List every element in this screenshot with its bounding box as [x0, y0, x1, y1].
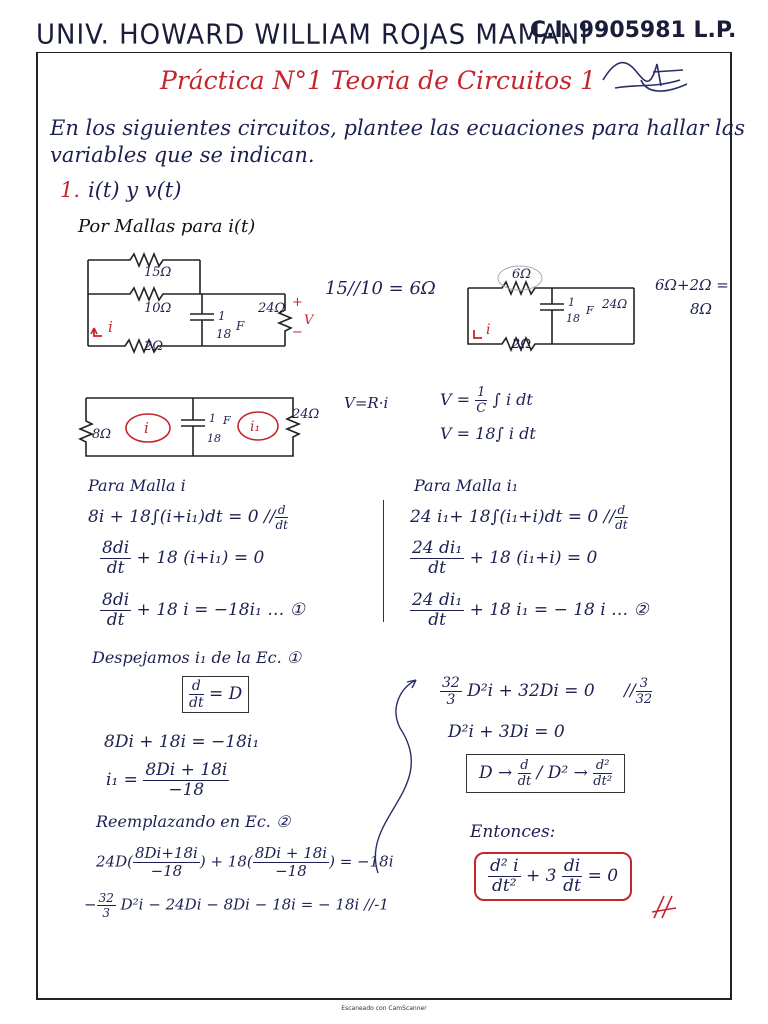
mesh-i1-eq1: 24 i₁+ 18∫(i₁+i)dt = 0 // $\frac{d}{dt}$	[410, 503, 628, 532]
circuit-1-cap-den: 18	[216, 327, 232, 341]
circuit-1-current: i	[108, 318, 113, 336]
solve-i1: i₁ = $\frac{8Di + 18i}{-18}$	[106, 760, 228, 800]
circuit-1-vminus: −	[292, 325, 303, 340]
problem-variables: i(t) y v(t)	[88, 178, 182, 202]
curved-arrow	[370, 668, 430, 878]
circuit-2-diagram	[462, 258, 642, 358]
circuit-3-cap-num: 1	[209, 412, 216, 425]
ohm-relation: V=R·i	[344, 394, 389, 412]
circuit-1-r4: 24Ω	[258, 301, 286, 316]
emphasis-marks	[650, 892, 680, 922]
circuit-3-cap-unit: F	[223, 414, 231, 427]
mesh-i1-eq3: $\frac{\text{24 di₁}}{dt}$ + 18 i₁ = − 18 i … ②	[412, 590, 649, 630]
circuit-3-cap-den: 18	[207, 432, 221, 445]
scanner-footer: Escaneado con CamScanner	[341, 1005, 427, 1012]
then-label: Entonces:	[470, 822, 556, 842]
circuit-2-current: i	[486, 322, 491, 338]
final-equation-box: $\frac{\text{d² i}}{\text{dt²}}$ + 3 $\frac{di}{dt}$ = 0	[474, 852, 632, 901]
substitution-equation: 24D( $\frac{8Di+18i}{-18}$ ) + 18( $\frac{8Di + 18i}{-18}$ ) = −18i	[96, 844, 394, 880]
circuit-1-vlabel: V	[304, 313, 314, 328]
operator-definition-box-2: D → $\frac{d}{dt}$ / D² → $\frac{\text{d²}}{\text{dt²}}$	[466, 754, 625, 793]
circuit-1-r2: 10Ω	[144, 301, 172, 316]
expanded-equation: − $\frac{32}{3}$ D²i − 24Di − 8Di − 18i = − 18i //-1	[84, 891, 389, 920]
method-heading: Por Mallas para i(t)	[78, 216, 256, 237]
mesh-i1-eq2: $\frac{\text{24 di₁}}{dt}$ + 18 (i₁+i) = 0	[412, 538, 598, 578]
cap-relation-a: V = $\frac{1}{C}$ ∫ i dt	[440, 385, 533, 416]
mesh-i1-heading: Para Malla i₁	[414, 476, 519, 495]
mesh-i-eq1: 8i + 18∫(i+i₁)dt = 0 // $\frac{d}{dt}$	[88, 503, 288, 532]
circuit-2-cap-num: 1	[568, 296, 575, 309]
series-calc-line-1: 6Ω+2Ω =	[655, 276, 729, 294]
result-eq1: $\frac{32}{3}$ D²i + 32Di = 0 // $\frac{3}{32}$	[442, 675, 653, 708]
circuit-2-r3: 24Ω	[602, 297, 628, 311]
result-eq2: D²i + 3Di = 0	[448, 722, 565, 742]
circuit-1-diagram	[80, 248, 320, 368]
column-divider	[383, 500, 384, 622]
circuit-2-cap-den: 18	[566, 312, 580, 325]
intro-line-2: variables que se indican.	[50, 143, 315, 167]
replace-heading: Reemplazando en Ec. ②	[96, 812, 291, 831]
circuit-3-mesh-i1: i₁	[250, 419, 261, 435]
student-id: C.I. 9905981 L.P.	[530, 18, 737, 43]
mesh-i-eq2: $\frac{8di}{dt}$ + 18 (i+i₁) = 0	[102, 538, 265, 578]
problem-number: 1.	[60, 178, 81, 202]
circuit-3-diagram	[78, 392, 338, 462]
intro-line-1: En los siguientes circuitos, plantee las ecuaciones para hallar las	[50, 116, 746, 140]
operator-definition-box: $\frac{d}{dt}$ = D	[182, 676, 249, 713]
circuit-1-vplus: +	[292, 295, 303, 310]
student-name: UNIV. HOWARD WILLIAM ROJAS MAMANI	[36, 19, 589, 51]
circuit-1-cap-unit: F	[236, 319, 245, 333]
circuit-1-r1: 15Ω	[144, 265, 172, 280]
signature	[595, 50, 695, 100]
circuit-3-r1: 8Ω	[92, 427, 112, 442]
series-calc-line-2: 8Ω	[690, 300, 712, 318]
mesh-i-eq3: $\frac{8di}{dt}$ + 18 i = −18i₁ … ①	[102, 590, 305, 630]
cap-relation-b: V = 18∫ i dt	[440, 424, 536, 443]
circuit-3-r2: 24Ω	[292, 407, 320, 422]
solve-heading: Despejamos i₁ de la Ec. ①	[92, 648, 302, 667]
mesh-i-heading: Para Malla i	[88, 476, 186, 495]
circuit-2-cap-unit: F	[586, 304, 594, 317]
circuit-1-r3: 2Ω	[144, 339, 164, 354]
circuit-1-cap-num: 1	[218, 309, 226, 323]
circuit-2-r2: 2Ω	[512, 337, 532, 352]
circuit-3-mesh-i: i	[144, 419, 149, 437]
circuit-2-r1: 6Ω	[512, 267, 532, 282]
solve-line-1: 8Di + 18i = −18i₁	[104, 732, 260, 752]
parallel-calc: 15//10 = 6Ω	[325, 278, 436, 299]
page-title: Práctica N°1 Teoria de Circuitos 1	[160, 66, 596, 95]
